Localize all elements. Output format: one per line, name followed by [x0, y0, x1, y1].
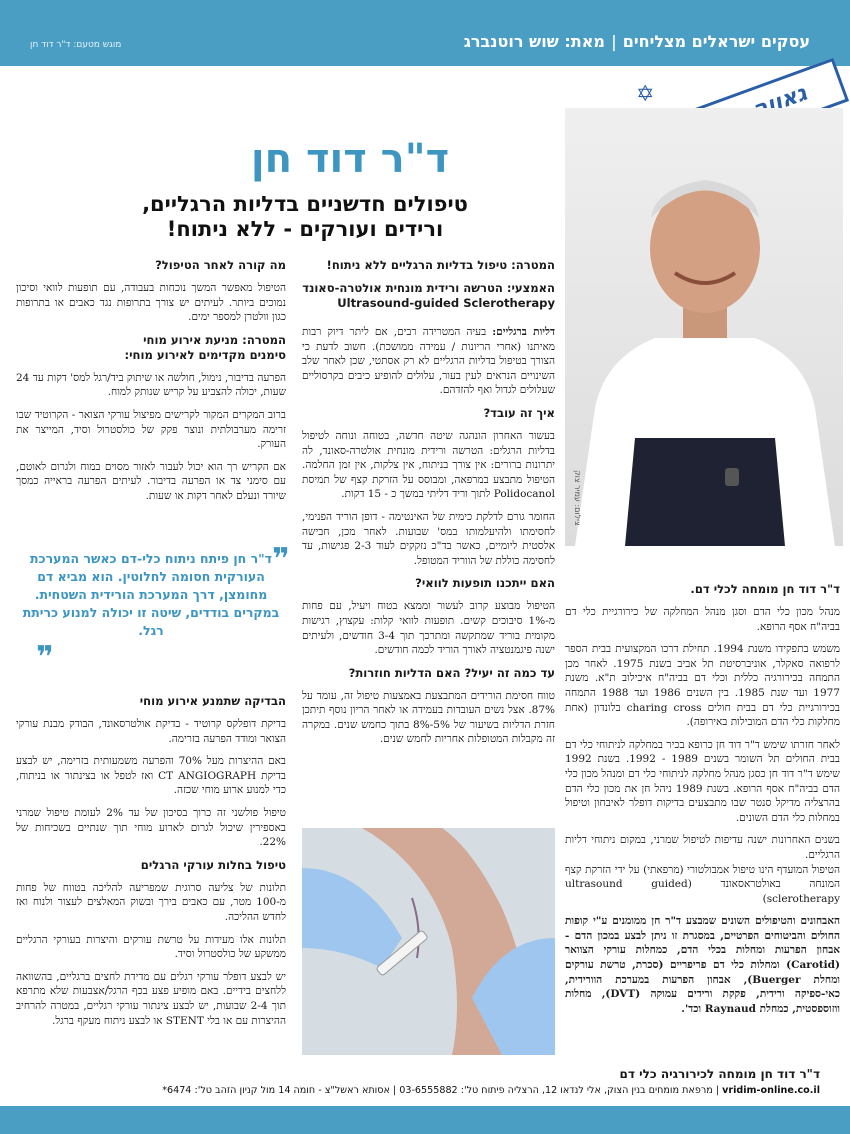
carotid-test-heading: הבדיקה שתמנע אירוע מוחי	[139, 694, 286, 708]
stroke-goal-heading: המטרה: מניעת אירוע מוחי	[143, 332, 286, 347]
section-title: עסקים ישראלים מצליחים|מאת: שוש רוטנברג	[463, 32, 810, 51]
paragraph: משמש בתפקידו משנת 1994. תחילת דרכו המקצועית בבית הספר לרפואה סאקלר, אוניברסיטת תל אביב בשנת 1975. לאחר מכן התמחה בכירורגיה כללית וכלי דם בביה"ח איכילוב ת"א. משנת 1977 ועד שנת 1985. בין השנים 1986 ועד 1988 התמחה בכירורגיית כלי דם בבית חולים charing cross בלונדון (אחת מחלקות כלי הדם המובילות באירופה).	[565, 643, 840, 729]
author-credit: מאת: שוש רוטנברג	[463, 32, 605, 51]
side-effects-heading: האם ייתכנו תופעות לוואי?	[415, 576, 555, 591]
paragraph: הטיפול מאפשר המשך נוכחות בעבודה, עם תופעות לוואי וסיכון נמוכים ביותר. לעיתים יש צורך בתרופות נגד כאבים או בתרופות כגון וולטרן למספר ימים.	[16, 282, 286, 324]
paragraph: תלונות אלו מעידות על טרשת עורקים והיצרות בעורקי הרגליים ממשקע של כולסטרול וסיד.	[16, 933, 286, 961]
article-subtitle: טיפולים חדשניים בדליות הרגליים, ורידים ועורקים - ללא ניתוח!	[142, 192, 468, 241]
doctor-photo	[565, 108, 843, 546]
after-treatment-heading: מה קורה לאחר הטיפול?	[155, 258, 286, 272]
sponsor-note: מוגש מטעם: ד"ר דוד חן	[30, 40, 122, 50]
paragraph: דליות ברגליים: בעיה המטרידה רבים, אם ליתר דיוק רבות מאיתנו (אחרי הריונות / עמידה ממושכת). חשוב לדעת כי הצורך בטיפול בדליות הרגליים לא רק אסתטי, שכן לאחר שלב השינויים הנראים לעין בעור, עלולים להופיע כיבים בקרסוליים שעלולים לגדול ואף להזדהם.	[302, 326, 555, 397]
right-column	[565, 582, 840, 1024]
doctor-name: ד"ר דוד חן	[250, 136, 450, 182]
leg-arteries-heading: טיפול בחלות עורקי הרגלים	[140, 857, 286, 872]
paragraph: ברוב המקרים המקור לקרישים מפיצול עורקי הצואר - הקרוטיד שבו זרימה מערבולתית ונוצר פקק של כולסטרול וסיד, המייצר את העורק.	[16, 408, 286, 451]
paragraph: אם הקריש רך הוא יכול לעבור לאזור מסוים במוח ולגרום לאוטם, עם סימני צד או הפרעה בדיבור. לעיתים הפרעה בראייה כמסך שיורד ונעלם לאחר דקות או שעות.	[16, 460, 286, 502]
paragraph: בשנים האחרונות ישנה עדיפות לטיפול שמרני, במקום ניתוחי דליות הרגליים.	[565, 834, 840, 861]
paragraph: טווח חסימת הורידים המתבצעת באמצעות טיפול זה, עומד על 87%. אצל נשים העובדות בעמידה או לאחר הריון נוסף תיתכן חזרת הדליות בשיעור של 5%-8% בתוך כחמש שנים. במקרה זה מקבלות המטופלות אחריות לחמש שנים.	[302, 689, 555, 746]
paragraph: בדיקת דופלקס קרוטיד - בדיקת אולטרסאונד, הבודק מבנת עורקי הצואר ומודד הפרעה בזרימה.	[16, 718, 286, 745]
paragraph: מנהל מכון כלי הדם וסגן מנהל המחלקה של כירורגיית כלי דם בביה"ח אסף הרופא.	[565, 606, 840, 633]
paragraph: לאחר חזרתו שימש ד"ר דוד חן כרופא בכיר במחלקה לניתוחי כלי דם בבית החולים תל השומר בשנים 1989 - 1992. בשנת 1992 שימש ד"ר דוד חן כסגן מנהל מחלקה לניתוחי כלי דם ומנהל מכון כלי הדם בביה"ח אסף הרופא. בשנת 1989 ניהל חן את מכון כלי הדם בהרצליה מדיקל סנטר שבו מתבצעים בדיקות דופלר לאיבחון וטיפול במחלות כלי הדם השונים.	[565, 738, 840, 824]
paragraph: הפרעה בדיבור, נימול, חולשה או שיתוק ביד/רגל למס' דקות עד 24 שעות, יכולה להצביע על קריש שנותק למוח.	[16, 371, 286, 399]
quote-close-icon: ❞	[36, 640, 54, 675]
left-column	[16, 258, 286, 512]
paragraph: החומר גורם לדלקת כימית של האינטימה - דופן הוריד הפנימי, לחסימתו ולהיעלמותו במס' שבועות. לאחר מכן, חבישה אלסטית ליומיים, כאשר בד"כ נזקקים לעוד 2-3 פגישות, עד לחסימה כוללת של הווריד המטופל.	[302, 510, 555, 567]
pull-quote: ד"ר חן פיתח ניתוח כלי-דם כאשר המערכת העורקית חסומה לחלוטין. הוא מביא דם מחומצן, דרך המערכת הורידית השטחית. במקרים בודדים, שיטה זו יכולה למנוע כריתת רגל.	[22, 551, 280, 638]
method-heading: האמצעי: הטרשה ורידית מונחית אולטרה-סאונד	[302, 281, 555, 295]
method-english: Ultrasound-guided Sclerotherapy	[337, 296, 555, 310]
injection-photo	[302, 828, 555, 1055]
paragraph: הטיפול מבוצע קרוב לעשור וממצא בטוח ויעיל, עם פחות מ-1% סיבוכים קשים. תופעות לוואי קלות: עקצוץ, רגישות מקומית בוריד שמתקשה ומתרכך תוך 3-4 חודשים, ולעיתים ישנה פיגמנטציה לאורך הוריד לכמה חודשים.	[302, 600, 555, 657]
website-link[interactable]: vridim-online.co.il	[722, 1085, 820, 1096]
paragraph: טיפול פולשני זה כרוך בסיכון של עד 2% לעומת טיפול שמרני באספירין שיכול לגרום לארוע מוחי תוך שנתיים בשכיחות של 22%.	[16, 806, 287, 849]
services-paragraph: האבחונים והטיפולים השונים שמבצע ד"ר חן ממומנים ע"י קופות החולים והביטוחים הפרטיים, במסגרת זו ניתן לבצע במכון הדם - אבחון הפרעות ומחלות בכלי הדם, כמחלות עורקי הצוואר (Carotid) ומחלות כלי דם פריפריים (סכרת, טרשת עורקים ומחלת Buerger), אבחון הפרעות במערכת הוורידית, כאי-ספיקה ורידית, פקקת ורידים עמוקה (DVT), מחלות ווזוספסטית, כמחלת Raynaud וכד'.	[565, 915, 841, 1015]
middle-column	[302, 258, 555, 755]
star-of-david-icon: ✡	[636, 82, 655, 107]
paragraph: תלונות של צליעה סרוגית שמפריעה להליכה בטווח של פחות מ-100 מטר, עם כאבים בירך ובשוק המאלצים לעצור ולנוח ואז לחדש ההליכה.	[16, 881, 286, 923]
signature-line: ד"ר דוד חן מומחה לכירורגיה כלי דם	[619, 1067, 820, 1081]
contact-details: מרפאת מומחים בנין הצוק, אלי לנדאו 12, הרצליה פיתוח טל': 03-6555882 | אסותא ראשל"צ - חומה 14 מול קניון הזהב טל': 6474*	[162, 1085, 713, 1096]
paragraph: באם ההיצרות מעל 70% והפרעה משמעותית בזרימה, יש לבצע בדיקת CT ANGIOGRAPH ואז לטפל או בצינתור או בניתוח, כדי למנוע ארוע מוחי שכזה.	[16, 755, 286, 797]
goal-heading: המטרה: טיפול בדליות הרגליים ללא ניתוח!	[326, 258, 555, 272]
contact-line: vridim-online.co.il | מרפאת מומחים בנין הצוק, אלי לנדאו 12, הרצליה פיתוח טל': 03-6555882 | אסותא ראשל"צ - חומה 14 מול קניון הזהב טל': 6474*	[162, 1085, 820, 1096]
how-heading: איך זה עובד?	[483, 405, 555, 420]
quote-open-icon: ❞	[272, 542, 290, 577]
paragraph: בעשור האחרון הונהגה שיטה חדשה, בטוחה ונוחה לטיפול בדליות הרגלים: הטרשה ורידית מונחית אולטרה-סאונד, לה יתרונות ברורים: אין צורך בניתוח, אין צלקות, אין זמן החלמה. הטיפול מתבצע במרפאה, ומבוסס על הזרקת קצף של תמיסת Polidocanol לתוך וריד דליתי במשך כ - 15 דקות.	[302, 429, 555, 501]
footer-bar	[0, 1106, 850, 1134]
bio-heading: ד"ר דוד חן מומחה לכלי דם.	[690, 582, 840, 596]
efficacy-heading: עד כמה זה יעיל? האם הדליות חוזרות?	[348, 665, 555, 680]
left-column-lower	[16, 694, 286, 1036]
paragraph: יש לבצע דופלר עורקי רגלים עם מדידת לחצים ברגליים, בהשוואה ללחצים בידיים. באם מופיע פצע בכף הרגל/אצבעות שלא מתרפא תוך 2-4 שבועות, יש לבצע צינתור עורקי רגליים, במטרה להרחיב ההיצרות עם או בלי STENT או לבצע ניתוח מעקף ברגל.	[16, 970, 286, 1027]
stroke-signs-heading: סימנים מקדימים לאירוע מוחי:	[124, 347, 286, 362]
photo-credit: צילום: עמיר צוק	[573, 470, 582, 526]
paragraph: הטיפול המועדף הינו טיפול אמבולטורי (מרפאתי) על ידי הזרקת קצף המונחה באולטראסאונד (ultrasound guided sclerotherapy)	[565, 863, 840, 905]
